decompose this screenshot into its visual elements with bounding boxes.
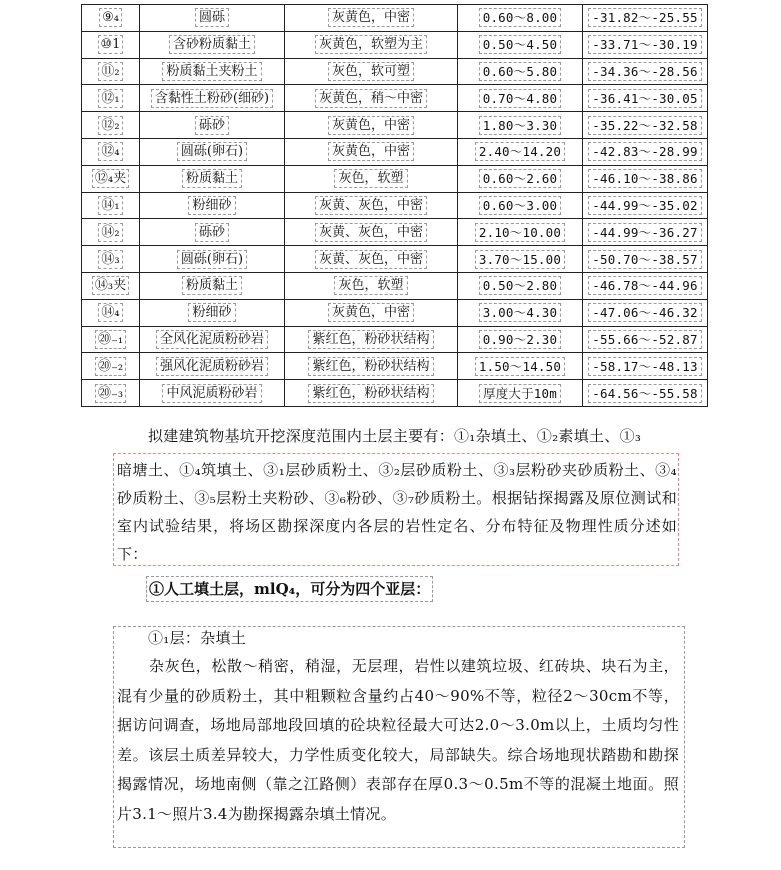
layer-thickness-cell (458, 380, 583, 407)
soil-name: 含砂粉质黏土 (169, 35, 255, 54)
bottom-elevation: -64.56～-55.58 (588, 384, 701, 403)
layer-code-cell (82, 353, 140, 380)
layer-code-cell (82, 246, 140, 273)
layer-thickness: 2.10～10.00 (475, 223, 565, 242)
soil-name: 圆砾(卵石) (177, 142, 247, 161)
soil-state: 紫红色，粉砂状结构 (308, 384, 433, 403)
layer-thickness-cell (458, 272, 583, 299)
layer-code: ⑭₁ (98, 196, 122, 215)
bottom-elevation: -31.82～-25.55 (588, 8, 701, 27)
layer-code-cell (82, 31, 140, 58)
bottom-elevation: -47.06～-46.32 (588, 303, 701, 322)
bottom-elevation: -35.22～-32.58 (588, 116, 701, 135)
soil-state-cell (285, 272, 458, 299)
layer-code-cell (82, 219, 140, 246)
soil-state-cell (285, 31, 458, 58)
layer-code-cell (82, 192, 140, 219)
layer-code: ⑭₂ (98, 223, 122, 242)
layer-thickness: 1.50～14.50 (475, 357, 565, 376)
soil-name-cell (140, 85, 285, 112)
table-row (82, 380, 708, 407)
soil-name-cell (140, 138, 285, 165)
soil-state: 紫红色，粉砂状结构 (308, 357, 433, 376)
bottom-elevation-cell (583, 192, 708, 219)
soil-state: 灰黄色，中密 (328, 303, 414, 322)
soil-name-cell (140, 31, 285, 58)
layer-code-cell (82, 299, 140, 326)
bottom-elevation-cell (583, 138, 708, 165)
soil-name: 中风泥质粉砂岩 (162, 384, 261, 403)
soil-state: 灰色，软塑 (334, 276, 407, 295)
layer-code: ⑫₁ (98, 89, 122, 108)
table-row (82, 85, 708, 112)
layer-thickness-cell (458, 246, 583, 273)
layer-thickness: 3.00～4.30 (479, 303, 562, 322)
soil-state-cell (285, 165, 458, 192)
bottom-elevation: -36.41～-30.05 (588, 89, 701, 108)
table-row (82, 326, 708, 353)
layer-thickness: 0.60～8.00 (479, 8, 562, 27)
soil-state-cell (285, 246, 458, 273)
layer-code-cell (82, 5, 140, 32)
layer-code: ⑭₃ (98, 250, 122, 269)
section-heading: ①人工填土层，mlQ₄，可分为四个亚层： (146, 576, 433, 602)
layer-thickness-cell (458, 219, 583, 246)
layer-thickness-cell (458, 85, 583, 112)
bottom-elevation: -55.66～-52.87 (588, 330, 701, 349)
layer-thickness-cell (458, 165, 583, 192)
intro-paragraph: 暗塘土、①₄筑填土、③₁层砂质粉土、③₂层砂质粉土、③₃层粉砂夹砂质粉土、③₄砂质粉土、③₅层粉土夹粉砂、③₆粉砂、③₇砂质粉土。根据钻探揭露及原位测试和室内试验结果，将场区勘探深度内各层的岩性定名、分布特征及物理性质分述如下： (117, 461, 677, 563)
subsection-body: 杂灰色，松散～稍密，稍湿，无层理，岩性以建筑垃圾、红砖块、块石为主，混有少量的砂质粉土，其中粗颗粒含量约占40～90%不等，粒径2～30cm不等，据访问调查，场地局部地段回填的砼块粒径最大可达2.0～3.0m以上，土质均匀性差。该层土质差异较大，力学性质变化较大，局部缺失。综合场地现状踏勘和勘探揭露情况，场地南侧（靠之江路侧）表部存在厚0.3～0.5m不等的混凝土地面。照片3.1～照片3.4为勘探揭露杂填土情况。 (117, 657, 679, 823)
layer-code: ⑫₂ (98, 116, 122, 135)
soil-state-cell (285, 326, 458, 353)
table-row (82, 272, 708, 299)
soil-name: 含黏性土粉砂(细砂) (151, 89, 273, 108)
soil-state: 紫红色，粉砂状结构 (308, 330, 433, 349)
soil-name-cell (140, 165, 285, 192)
soil-state-cell (285, 5, 458, 32)
soil-name-cell (140, 5, 285, 32)
soil-state: 灰黄色，稍～中密 (315, 89, 427, 108)
soil-state: 灰黄、灰色，中密 (315, 250, 427, 269)
layer-thickness: 0.60～3.00 (479, 196, 562, 215)
bottom-elevation-cell (583, 165, 708, 192)
soil-state: 灰黄、灰色，中密 (315, 196, 427, 215)
layer-thickness: 1.80～3.30 (479, 116, 562, 135)
bottom-elevation: -46.78～-44.96 (588, 276, 701, 295)
layer-thickness-cell (458, 58, 583, 85)
soil-state-cell (285, 192, 458, 219)
bottom-elevation: -44.99～-36.27 (588, 223, 701, 242)
soil-name-cell (140, 272, 285, 299)
layer-code-cell (82, 272, 140, 299)
soil-state-cell (285, 138, 458, 165)
soil-state: 灰黄、灰色，中密 (315, 223, 427, 242)
soil-state-cell (285, 58, 458, 85)
layer-code-cell (82, 326, 140, 353)
soil-name: 强风化泥质粉砂岩 (156, 357, 268, 376)
soil-state: 灰色，软塑 (334, 169, 407, 188)
bottom-elevation-cell (583, 85, 708, 112)
soil-name: 粉细砂 (188, 303, 235, 322)
layer-code: ⑳₋₁ (95, 330, 126, 349)
layer-code: ⑭₃夹 (92, 276, 129, 295)
layer-code-cell (82, 58, 140, 85)
bottom-elevation-cell (583, 299, 708, 326)
layer-code: ⑪₂ (98, 62, 122, 81)
soil-state: 灰色，软可塑 (328, 62, 414, 81)
soil-state-cell (285, 219, 458, 246)
table-row (82, 353, 708, 380)
soil-state: 灰黄色，中密 (328, 116, 414, 135)
layer-thickness: 0.50～4.50 (479, 35, 562, 54)
soil-name-cell (140, 353, 285, 380)
bottom-elevation-cell (583, 380, 708, 407)
soil-name-cell (140, 299, 285, 326)
subsection-title: ①₁层：杂填土 (148, 629, 247, 647)
soil-state-cell (285, 112, 458, 139)
table-row (82, 58, 708, 85)
soil-name-cell (140, 112, 285, 139)
layer-thickness-cell (458, 192, 583, 219)
layer-thickness-cell (458, 5, 583, 32)
bottom-elevation-cell (583, 5, 708, 32)
table-row (82, 5, 708, 32)
soil-name-cell (140, 326, 285, 353)
bottom-elevation-cell (583, 246, 708, 273)
soil-name: 圆砾(卵石) (177, 250, 247, 269)
layer-thickness: 3.70～15.00 (475, 250, 565, 269)
bottom-elevation-cell (583, 219, 708, 246)
bottom-elevation: -46.10～-38.86 (588, 169, 701, 188)
layer-thickness: 0.50～2.80 (479, 276, 562, 295)
layer-code-cell (82, 138, 140, 165)
soil-state-cell (285, 380, 458, 407)
soil-state: 灰黄色，中密 (328, 142, 414, 161)
bottom-elevation-cell (583, 272, 708, 299)
soil-state-cell (285, 85, 458, 112)
soil-name-cell (140, 246, 285, 273)
layer-thickness: 0.70～4.80 (479, 89, 562, 108)
layer-code: ⑳₋₃ (95, 384, 126, 403)
layer-thickness-cell (458, 138, 583, 165)
soil-name: 粉细砂 (188, 196, 235, 215)
layer-code: ⑭₄ (98, 303, 122, 322)
layer-code: ⑫₄ (98, 142, 122, 161)
bottom-elevation: -34.36～-28.56 (588, 62, 701, 81)
soil-name: 砾砂 (195, 223, 229, 242)
layer-thickness: 厚度大于10m (479, 384, 561, 403)
layer-code-cell (82, 380, 140, 407)
layer-code: ⑫₄夹 (92, 169, 129, 188)
soil-name-cell (140, 192, 285, 219)
table-row (82, 138, 708, 165)
bottom-elevation: -42.83～-28.99 (588, 142, 701, 161)
soil-layer-table (81, 4, 708, 407)
layer-code: ⑩1 (98, 35, 124, 54)
layer-thickness-cell (458, 31, 583, 58)
layer-code-cell (82, 85, 140, 112)
layer-code-cell (82, 112, 140, 139)
soil-state-cell (285, 299, 458, 326)
layer-thickness-cell (458, 353, 583, 380)
layer-thickness: 0.60～2.60 (479, 169, 562, 188)
table-row (82, 219, 708, 246)
table-row (82, 31, 708, 58)
soil-name-cell (140, 58, 285, 85)
layer-code: ⑳₋₂ (95, 357, 126, 376)
soil-name: 粉质黏土 (182, 169, 242, 188)
bottom-elevation: -50.70～-38.57 (588, 250, 701, 269)
soil-name-cell (140, 219, 285, 246)
bottom-elevation: -33.71～-30.19 (588, 35, 701, 54)
layer-thickness: 0.60～5.80 (479, 62, 562, 81)
soil-state: 灰黄色，中密 (328, 8, 414, 27)
soil-name: 粉质黏土夹粉土 (162, 62, 261, 81)
table-row (82, 165, 708, 192)
bottom-elevation-cell (583, 58, 708, 85)
layer-thickness: 2.40～14.20 (475, 142, 565, 161)
bottom-elevation-cell (583, 353, 708, 380)
soil-name: 全风化泥质粉砂岩 (156, 330, 268, 349)
table-row (82, 246, 708, 273)
layer-code-cell (82, 165, 140, 192)
soil-name-cell (140, 380, 285, 407)
soil-state: 灰黄色，软塑为主 (315, 35, 427, 54)
table-row (82, 299, 708, 326)
layer-thickness-cell (458, 299, 583, 326)
bottom-elevation-cell (583, 31, 708, 58)
soil-state-cell (285, 353, 458, 380)
bottom-elevation-cell (583, 326, 708, 353)
layer-thickness: 0.90～2.30 (479, 330, 562, 349)
bottom-elevation: -58.17～-48.13 (588, 357, 701, 376)
soil-name: 圆砾 (195, 8, 229, 27)
layer-thickness-cell (458, 326, 583, 353)
intro-first-line: 拟建建筑物基坑开挖深度范围内土层主要有：①₁杂填土、①₂素填土、①₃ (148, 427, 642, 445)
soil-name: 粉质黏土 (182, 276, 242, 295)
layer-thickness-cell (458, 112, 583, 139)
layer-code: ⑨₄ (99, 8, 122, 27)
bottom-elevation-cell (583, 112, 708, 139)
bottom-elevation: -44.99～-35.02 (588, 196, 701, 215)
table-row (82, 112, 708, 139)
soil-name: 砾砂 (195, 116, 229, 135)
table-row (82, 192, 708, 219)
